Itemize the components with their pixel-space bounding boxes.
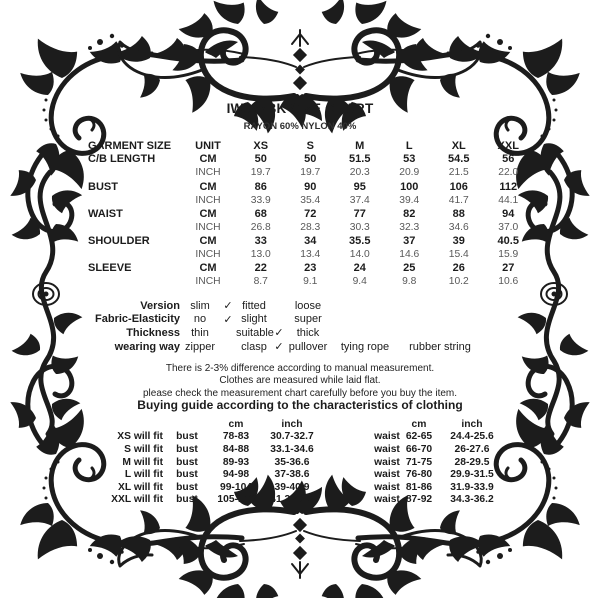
value-cell: 9.4 <box>352 276 367 288</box>
unit-cell: INCH <box>195 249 221 261</box>
value-cell: 88 <box>452 207 465 220</box>
attribute-label: Thickness <box>126 326 180 339</box>
attribute-option: zipper <box>185 340 215 353</box>
waist-label: waist <box>374 469 400 481</box>
size-table-header-row <box>88 139 533 153</box>
unit-cell: CM <box>199 180 217 193</box>
attribute-option: slim <box>190 299 210 312</box>
value-cell: 32.3 <box>399 221 420 233</box>
measurement-label: C/B LENGTH <box>88 153 156 166</box>
col-inch: inch <box>281 418 303 430</box>
attribute-option: suitable <box>236 326 274 339</box>
value-cell: 39 <box>452 234 465 247</box>
bust-inch-range: 37-38.6 <box>274 469 310 481</box>
value-cell: 34 <box>304 234 317 247</box>
waist-cm-range: 66-70 <box>405 443 433 455</box>
bust-label: bust <box>176 443 198 455</box>
value-cell: 82 <box>403 207 416 220</box>
attribute-option: no <box>193 313 207 326</box>
size-table-row <box>88 180 533 194</box>
value-cell: 34.6 <box>448 221 469 233</box>
attribute-option: thick <box>296 326 320 339</box>
attribute-option: loose <box>294 299 322 312</box>
waist-cm-range: 71-75 <box>405 456 433 468</box>
attribute-option: thin <box>191 326 209 339</box>
size-table-row <box>88 153 533 167</box>
value-cell: 21.5 <box>448 167 469 179</box>
waist-cm-range: 76-80 <box>405 469 433 481</box>
size-table-row <box>88 166 533 180</box>
col-xs: XS <box>253 139 269 152</box>
value-cell: 86 <box>254 180 267 193</box>
col-unit: UNIT <box>195 139 221 152</box>
value-cell: 10.6 <box>498 276 519 288</box>
value-cell: 30.3 <box>349 221 370 233</box>
attributes-block <box>85 299 480 353</box>
waist-cm-range: 62-65 <box>405 431 433 443</box>
value-cell: 19.7 <box>300 167 321 179</box>
note-line: please check the measurement chart carefully before you buy the item. <box>142 387 458 399</box>
buying-guide-row <box>85 443 510 456</box>
size-fit-label: L will fit <box>124 469 163 481</box>
waist-cm-range: 81-86 <box>405 481 433 493</box>
value-cell: 15.9 <box>498 249 519 261</box>
col-inch: inch <box>461 418 483 430</box>
size-table-row <box>88 221 533 235</box>
waist-inch-range: 26-27.6 <box>454 443 490 455</box>
waist-cm-range: 87-92 <box>405 494 433 506</box>
buying-guide-heading: Buying guide according to the characteristics of clothing <box>137 398 463 412</box>
value-cell: 13.0 <box>250 249 271 261</box>
value-cell: 27 <box>502 262 515 275</box>
value-cell: 35.5 <box>349 234 371 247</box>
value-cell: 72 <box>304 207 317 220</box>
unit-cell: INCH <box>195 167 221 179</box>
bust-label: bust <box>176 481 198 493</box>
unit-cell: INCH <box>195 221 221 233</box>
size-table-row <box>88 207 533 221</box>
value-cell: 90 <box>304 180 317 193</box>
size-table-row <box>88 248 533 262</box>
unit-cell: INCH <box>195 276 221 288</box>
unit-cell: CM <box>199 207 217 220</box>
bust-label: bust <box>176 469 198 481</box>
waist-inch-range: 34.3-36.2 <box>450 494 494 506</box>
attribute-row <box>85 326 480 340</box>
bust-inch-range: 30.7-32.7 <box>270 431 314 443</box>
value-cell: 10.2 <box>448 276 469 288</box>
value-cell: 106 <box>449 180 468 193</box>
check-mark-icon: ✓ <box>223 300 233 313</box>
size-fit-label: XXL will fit <box>111 494 163 506</box>
value-cell: 100 <box>400 180 419 193</box>
col-s: S <box>306 139 314 152</box>
attribute-option: tying rope <box>340 340 390 353</box>
attribute-option: rubber string <box>409 340 471 353</box>
value-cell: 22.0 <box>498 167 519 179</box>
waist-label: waist <box>374 494 400 506</box>
note-line: There is 2-3% difference according to manual measurement. <box>165 363 435 374</box>
measurement-notes <box>0 363 600 400</box>
value-cell: 35.4 <box>300 194 321 206</box>
value-cell: 56 <box>502 153 515 166</box>
col-xxl: XXL <box>497 139 519 152</box>
bust-cm-range: 78-83 <box>222 431 250 443</box>
value-cell: 20.9 <box>399 167 420 179</box>
value-cell: 20.3 <box>349 167 370 179</box>
value-cell: 8.7 <box>253 276 268 288</box>
col-cm: cm <box>228 418 244 430</box>
value-cell: 9.1 <box>303 276 318 288</box>
bust-label: bust <box>176 494 198 506</box>
bust-cm-range: 89-93 <box>222 456 250 468</box>
value-cell: 37 <box>403 234 416 247</box>
check-mark-icon: ✓ <box>274 341 284 354</box>
buying-guide-table <box>85 418 510 506</box>
unit-cell: CM <box>199 153 217 166</box>
bust-inch-range: 35-36.6 <box>274 456 310 468</box>
waist-inch-range: 31.9-33.9 <box>450 481 494 493</box>
value-cell: 53 <box>403 153 416 166</box>
buying-guide-row <box>85 481 510 494</box>
value-cell: 37.0 <box>498 221 519 233</box>
value-cell: 28.3 <box>300 221 321 233</box>
value-cell: 44.1 <box>498 194 519 206</box>
bust-cm-range: 84-88 <box>222 443 250 455</box>
buying-guide-row <box>85 468 510 481</box>
waist-inch-range: 24.4-25.6 <box>450 431 494 443</box>
bust-label: bust <box>176 431 198 443</box>
attribute-row <box>85 299 480 313</box>
value-cell: 13.4 <box>300 249 321 261</box>
attribute-option: clasp <box>241 340 267 353</box>
value-cell: 77 <box>353 207 366 220</box>
size-table-row <box>88 193 533 207</box>
unit-cell: CM <box>199 234 217 247</box>
size-table-body <box>88 153 533 289</box>
value-cell: 68 <box>254 207 267 220</box>
value-cell: 22 <box>254 262 267 275</box>
value-cell: 26 <box>452 262 465 275</box>
buying-guide-row <box>85 431 510 444</box>
measurement-label: SHOULDER <box>88 234 150 247</box>
attribute-label: Fabric-Elasticity <box>95 313 180 326</box>
bust-cm-range: 94-98 <box>222 469 250 481</box>
value-cell: 54.5 <box>448 153 470 166</box>
value-cell: 19.7 <box>250 167 271 179</box>
attribute-option: super <box>294 313 322 326</box>
attribute-option: slight <box>241 313 267 326</box>
size-table-row <box>88 234 533 248</box>
size-table-row <box>88 261 533 275</box>
value-cell: 41.7 <box>448 194 469 206</box>
size-fit-label: M will fit <box>122 456 163 468</box>
value-cell: 95 <box>353 180 366 193</box>
attribute-row <box>85 313 480 327</box>
bust-cm-range: 105-110 <box>217 494 255 506</box>
attribute-label: Version <box>140 299 180 312</box>
bust-label: bust <box>176 456 198 468</box>
size-fit-label: XL will fit <box>117 481 163 493</box>
unit-cell: CM <box>199 262 217 275</box>
measurement-label: SLEEVE <box>88 262 132 275</box>
value-cell: 51.5 <box>349 153 371 166</box>
unit-cell: INCH <box>195 194 221 206</box>
value-cell: 39.4 <box>399 194 420 206</box>
value-cell: 40.5 <box>497 234 519 247</box>
value-cell: 50 <box>304 153 317 166</box>
page-title: IW087BK SIZE CHART <box>226 101 374 116</box>
waist-inch-range: 28-29.5 <box>454 456 490 468</box>
measurement-label: WAIST <box>88 207 123 220</box>
buying-guide-row <box>85 456 510 469</box>
waist-label: waist <box>374 443 400 455</box>
value-cell: 23 <box>304 262 317 275</box>
size-table <box>88 139 533 289</box>
value-cell: 94 <box>502 207 515 220</box>
value-cell: 25 <box>403 262 416 275</box>
size-fit-label: S will fit <box>124 443 163 455</box>
check-mark-icon: ✓ <box>274 327 284 340</box>
col-l: L <box>405 139 413 152</box>
bust-cm-range: 99-104 <box>219 481 253 493</box>
bust-inch-range: 41.3-43.3 <box>270 494 314 506</box>
buying-guide-header-row <box>85 418 510 431</box>
note-line: Clothes are measured while laid flat. <box>219 375 381 387</box>
measurement-label: BUST <box>88 180 118 193</box>
col-cm: cm <box>411 418 427 430</box>
value-cell: 33.9 <box>250 194 271 206</box>
bust-inch-range: 33.1-34.6 <box>270 443 314 455</box>
col-xl: XL <box>451 139 466 152</box>
value-cell: 14.6 <box>399 249 420 261</box>
value-cell: 37.4 <box>349 194 370 206</box>
attribute-option: pullover <box>288 340 328 353</box>
col-garment-size: GARMENT SIZE <box>88 139 172 152</box>
value-cell: 9.8 <box>402 276 417 288</box>
fabric-composition: RAYON 60% NYLON 40% <box>243 121 357 132</box>
col-m: M <box>355 139 365 152</box>
bust-inch-range: 39-40.9 <box>274 481 310 493</box>
waist-label: waist <box>374 431 400 443</box>
size-fit-label: XS will fit <box>117 431 163 443</box>
size-table-row <box>88 275 533 289</box>
buying-guide-row <box>85 494 510 507</box>
waist-label: waist <box>374 481 400 493</box>
value-cell: 14.0 <box>349 249 370 261</box>
value-cell: 112 <box>499 180 518 193</box>
waist-label: waist <box>374 456 400 468</box>
attribute-option: fitted <box>242 299 266 312</box>
attribute-row <box>85 340 480 354</box>
value-cell: 15.4 <box>448 249 469 261</box>
check-mark-icon: ✓ <box>223 313 233 326</box>
value-cell: 50 <box>254 153 267 166</box>
value-cell: 24 <box>353 262 366 275</box>
value-cell: 33 <box>254 234 267 247</box>
waist-inch-range: 29.9-31.5 <box>450 469 494 481</box>
attribute-label: wearing way <box>114 340 180 353</box>
value-cell: 26.8 <box>250 221 271 233</box>
